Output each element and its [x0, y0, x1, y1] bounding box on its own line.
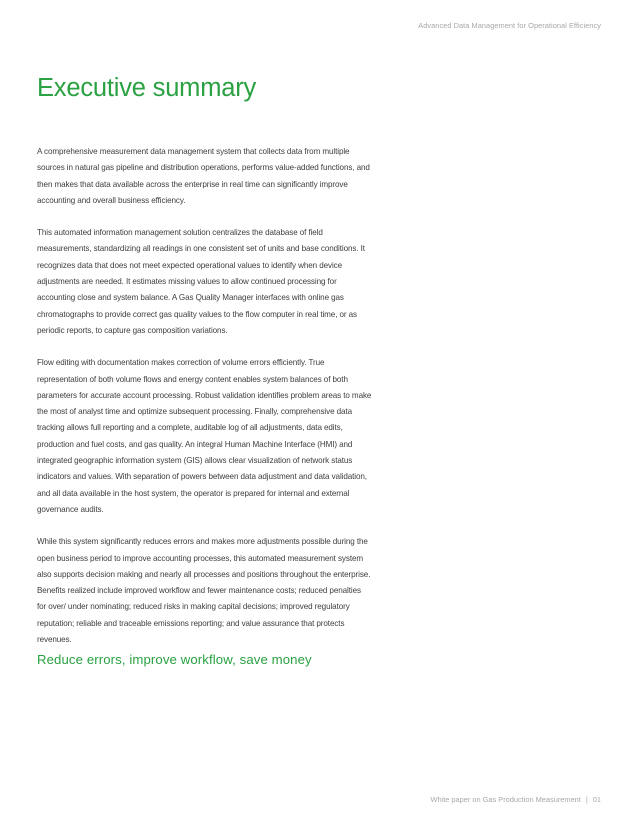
paragraph-benefits: While this system significantly reduces errors and makes more adjustments possible during the open business period to improve accounting processes, this automated measurement system also supports decision making and nearly all processes and positions throughout the enterprise. Benefits realized include improved workflow and fewer maintenance costs; reduced penalties for over/ under nominating; reduced risks in making capital decisions; improved regulatory reputation; reliable and traceable emissions reporting; and value assurance that protects revenues.	[37, 537, 371, 645]
footer-document-title: White paper on Gas Production Measurement	[430, 795, 581, 804]
paragraph-flow-editing: Flow editing with documentation makes correction of volume errors efficiently. True representation of both volume flows and energy content enables system balances of both parameters for accurate account processing. Robust validation identifies problem areas to make the most of analyst time and optimize subsequent processing. Finally, comprehensive data tracking allows full reporting and a complete, auditable log of all adjustments, data edits, production and fuel costs, and gas quality. An integral Human Machine Interface (HMI) and integrated geographic information system (GIS) allows clear visualization of network status indicators and values. With separation of powers between data adjustment and data validation, and all data available in the host system, the operator is prepared for internal and external governance audits.	[37, 358, 372, 514]
paragraph-centralization: This automated information management solution centralizes the database of field measurements, standardizing all readings in one consistent set of units and base conditions. It recognizes data that does not meet expected operational values to identify when device adjustments are needed. It estimates missing values to allow continued processing for accounting close and system balance. A Gas Quality Manager interfaces with online gas chromatographs to provide correct gas quality values to the flow computer in real time, or as periodic reports, to capture gas composition variations.	[37, 228, 365, 335]
footer-separator: |	[585, 795, 588, 804]
section-subheading: Reduce errors, improve workflow, save money	[37, 652, 312, 667]
body-text	[37, 144, 372, 664]
page-number: 01	[592, 795, 601, 804]
paragraph-intro: A comprehensive measurement data management system that collects data from multiple sources in natural gas pipeline and distribution operations, performs value-added functions, and then makes that data available across the enterprise in real time can significantly improve accounting and overall business efficiency.	[37, 147, 370, 205]
page-title: Executive summary	[37, 74, 257, 102]
running-footer	[430, 795, 601, 804]
running-header: Advanced Data Management for Operational Efficiency	[418, 21, 601, 30]
